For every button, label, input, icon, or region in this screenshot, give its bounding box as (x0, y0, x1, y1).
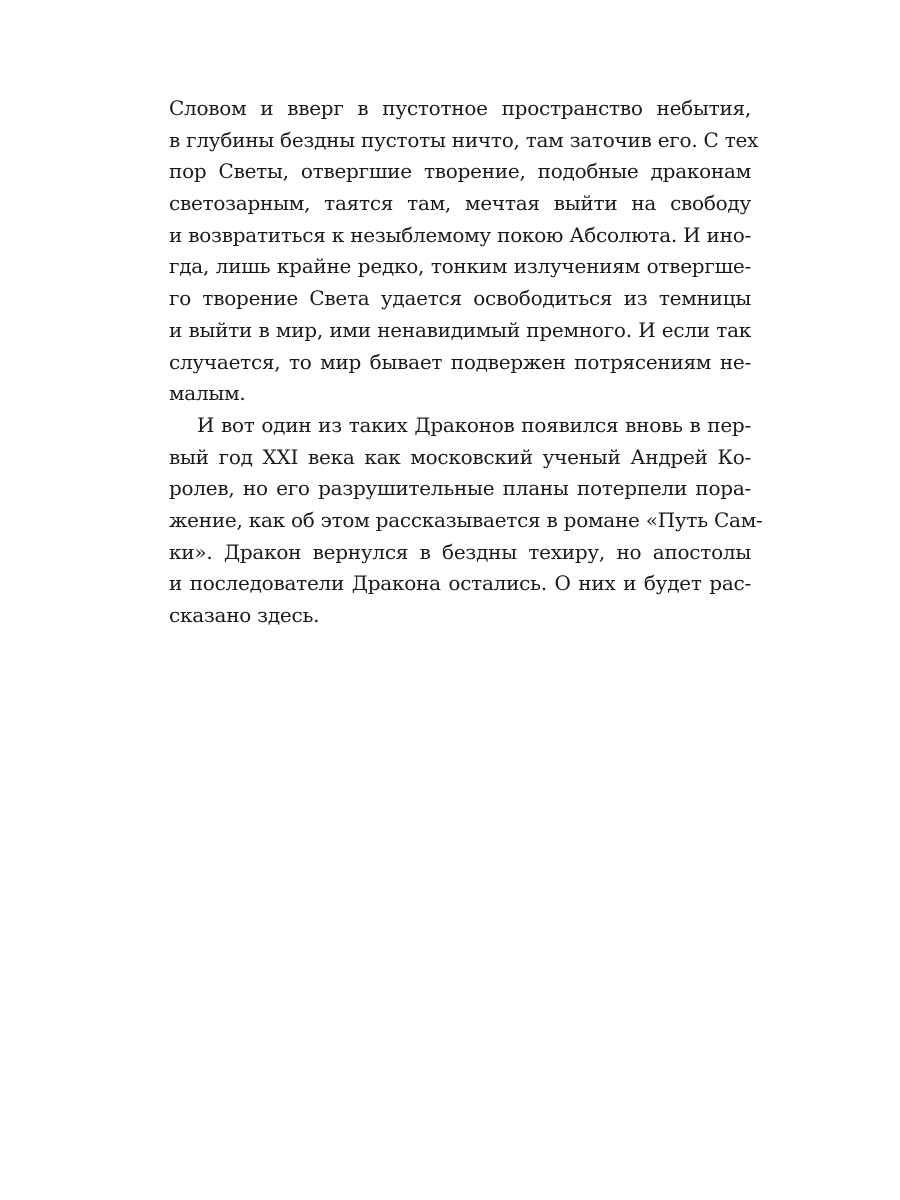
text-line: И вот один из таких Драконов появился вновь в пер- (197, 412, 751, 437)
text-line: ролев, но его разрушительные планы потерпели пора- (169, 476, 751, 501)
page-text (169, 93, 763, 632)
text-line: Словом и вверг в пустотное пространство небытия, (169, 96, 751, 120)
text-line: малым. (169, 381, 246, 406)
text-line: гда, лишь крайне редко, тонким излучениям отвергше- (169, 254, 751, 279)
text-line: го творение Света удается освободиться из темницы (169, 286, 751, 311)
text-line: вый год XXI века как московский ученый Андрей Ко- (169, 444, 751, 469)
text-line: пор Светы, отвергшие творение, подобные драконам (169, 159, 751, 184)
text-line: в глубины бездны пустоты ничто, там заточив его. С тех (169, 127, 759, 152)
text-line: ки». Дракон вернулся в бездны техиру, но апостолы (169, 539, 751, 564)
text-line: и возвратиться к незыблемому покою Абсолюта. И ино- (169, 222, 751, 247)
text-line: и выйти в мир, ими ненавидимый премного. И если так (169, 317, 751, 342)
text-line: сказано здесь. (169, 603, 320, 627)
text-line: и последователи Дракона остались. О них и будет рас- (169, 571, 751, 596)
paragraph-1 (169, 93, 759, 410)
text-line: светозарным, таятся там, мечтая выйти на свободу (169, 191, 751, 216)
text-line: жение, как об этом рассказывается в романе «Путь Сам- (169, 507, 763, 532)
paragraph-2 (169, 410, 763, 632)
text-line: случается, то мир бывает подвержен потрясениям не- (169, 349, 751, 374)
